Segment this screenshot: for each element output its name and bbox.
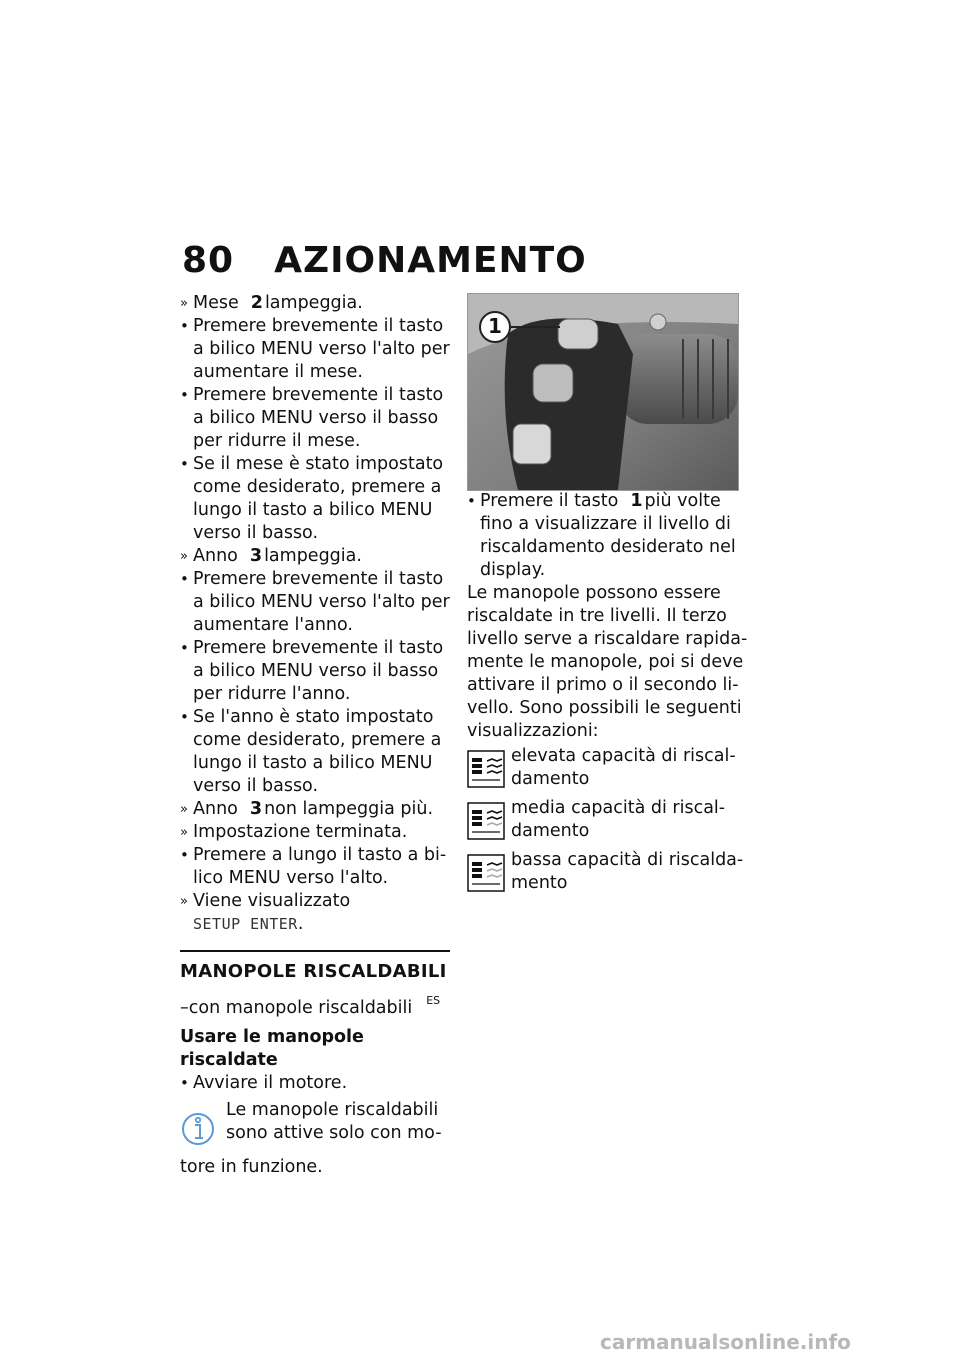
instruction-line: lico MENU verso l'alto. bbox=[193, 868, 389, 888]
step-start-engine: Avviare il motore. bbox=[193, 1073, 348, 1093]
instruction-line: • Se l'anno è stato impostato bbox=[180, 707, 434, 727]
result-marker-icon: » bbox=[180, 296, 188, 311]
instruction-line: • Premere brevemente il tasto bbox=[180, 638, 444, 658]
paragraph-line: visualizzazioni: bbox=[467, 721, 599, 741]
heating-level-text: elevata capacità di riscal- bbox=[511, 746, 736, 766]
instruction-line: a bilico MENU verso l'alto per bbox=[193, 592, 450, 612]
info-line: sono attive solo con mo- bbox=[226, 1123, 442, 1143]
paragraph-line: attivare il primo o il secondo li- bbox=[467, 675, 739, 695]
info-icon bbox=[180, 1099, 226, 1156]
instruction-line: » Mese 2 lampeggia. bbox=[180, 293, 363, 313]
instruction-line: • Premere brevemente il tasto bbox=[180, 569, 444, 589]
bullet-icon: • bbox=[180, 846, 189, 864]
instruction-line: come desiderato, premere a bbox=[193, 477, 442, 497]
result-marker-icon: » bbox=[180, 825, 188, 840]
instruction-line: a bilico MENU verso l'alto per bbox=[193, 339, 450, 359]
info-line: tore in funzione. bbox=[180, 1157, 323, 1177]
heat-level-medium-icon bbox=[467, 797, 511, 847]
instruction-line: » Viene visualizzato bbox=[180, 891, 351, 911]
heating-level-text: media capacità di riscal- bbox=[511, 798, 726, 818]
instruction-line: lungo il tasto a bilico MENU bbox=[193, 500, 433, 520]
instruction-line: verso il basso. bbox=[193, 776, 319, 796]
instruction-line: per ridurre l'anno. bbox=[193, 684, 351, 704]
heating-level-item bbox=[467, 797, 742, 847]
subheading: Usare le manopole riscaldate bbox=[180, 1027, 364, 1070]
instruction-list bbox=[180, 292, 450, 913]
bullet-icon: • bbox=[180, 317, 189, 335]
instruction-line: • Premere brevemente il tasto bbox=[180, 385, 444, 405]
paragraph-line: riscaldate in tre livelli. Il terzo bbox=[467, 606, 727, 626]
equipment-code: ES bbox=[426, 994, 441, 1007]
section-title: MANOPOLE RISCALDABILI bbox=[180, 961, 447, 982]
heating-level-text: bassa capacità di riscalda- bbox=[511, 850, 744, 870]
equipment-note: –con manopole riscaldabili bbox=[180, 998, 413, 1018]
display-reference: 2 bbox=[250, 293, 263, 313]
display-reference: 3 bbox=[249, 799, 263, 819]
heating-levels bbox=[467, 745, 742, 899]
instruction-line: aumentare il mese. bbox=[193, 362, 363, 382]
paragraph-line: vello. Sono possibili le seguenti bbox=[467, 698, 742, 718]
left-column: » Mese 2 lampeggia. • Premere brevemente il tasto a bilico MENU verso l'alto per aumentare il mese. • Premere brevemente il tasto a bilico MENU verso il basso per ridurre il mese. • Se il mese è stato impostato come desiderato, premere a lungo il tasto a bilico MENU verso il basso. » Anno 3 lampeggia. • Premere brevemente il tasto a bilico MENU verso l'alto per aumentare l'anno. • Premere brevemente il tasto a bilico MENU verso il basso per ridurre l'anno. • Se l'anno è stato impostato come desiderato, premere a lungo il tasto a bilico MENU verso il basso. » Anno 3 non lampeggia più. » Impostazione terminata. • Premere a lungo il tasto a bi- lico MENU verso l'alto. » Viene visualizzato SETUP ENTER. MANOPOLE RISCALDABILI –con manopole riscaldabili $^{ES}$ Usare le manopole riscaldate • Avviare il motore. Le manopole riscaldabili sono attive solo con mo- tore in funzione. bbox=[180, 293, 450, 1177]
instruction-line: lungo il tasto a bilico MENU bbox=[193, 753, 433, 773]
section-divider bbox=[180, 950, 450, 952]
instruction-line: aumentare l'anno. bbox=[193, 615, 353, 635]
instruction-line: • Premere a lungo il tasto a bi- bbox=[180, 845, 447, 865]
heating-level-item bbox=[467, 745, 742, 795]
instruction-line: a bilico MENU verso il basso bbox=[193, 408, 439, 428]
instruction-line: per ridurre il mese. bbox=[193, 431, 361, 451]
instruction-line: verso il basso. bbox=[193, 523, 319, 543]
bullet-icon: • bbox=[180, 570, 189, 588]
display-reference: 3 bbox=[249, 546, 263, 566]
page-number: 80 bbox=[182, 240, 235, 281]
bullet-icon: • bbox=[180, 639, 189, 657]
bullet-icon: • bbox=[180, 455, 189, 473]
heating-level-text: mento bbox=[511, 873, 568, 893]
heat-level-low-icon bbox=[467, 849, 511, 899]
instruction-line: a bilico MENU verso il basso bbox=[193, 661, 439, 681]
instruction-line: » Impostazione terminata. bbox=[180, 822, 408, 842]
instruction-line: • Premere brevemente il tasto bbox=[180, 316, 444, 336]
display-text: SETUP ENTER bbox=[193, 915, 298, 933]
paragraph-line: livello serve a riscaldare rapida- bbox=[467, 629, 748, 649]
photo-callout-1: 1 bbox=[488, 314, 502, 338]
watermark: carmanualsonline.info bbox=[600, 1330, 851, 1354]
instruction-line: » Anno 3 lampeggia. bbox=[180, 546, 362, 566]
right-column: • Premere il tasto 1 più volte fino a visualizzare il livello di riscaldamento desiderato nel display. Le manopole possono essere riscaldate in tre livelli. Il terzo livello serve a riscaldare rapida- mente le manopole, poi si deve attivare il primo o il secondo li- vello. Sono possibili le seguenti visualizzazioni: elevata capacità di riscal- damento media capacità di riscal- damento bassa capacità di riscalda- mento bbox=[467, 490, 742, 899]
paragraph bbox=[467, 582, 748, 743]
bullet-icon: • bbox=[180, 708, 189, 726]
button-reference: 1 bbox=[630, 491, 643, 511]
result-marker-icon: » bbox=[180, 802, 188, 817]
instruction-line: • Se il mese è stato impostato bbox=[180, 454, 444, 474]
info-line: Le manopole riscaldabili bbox=[226, 1100, 439, 1120]
page-title: AZIONAMENTO bbox=[274, 240, 587, 281]
handlebar-photo bbox=[467, 293, 739, 491]
result-marker-icon: » bbox=[180, 894, 188, 909]
heating-level-item bbox=[467, 849, 742, 899]
paragraph-line: mente le manopole, poi si deve bbox=[467, 652, 744, 672]
instruction-line: » Anno 3 non lampeggia più. bbox=[180, 799, 434, 819]
heating-level-text: damento bbox=[511, 821, 590, 841]
instruction-line: come desiderato, premere a bbox=[193, 730, 442, 750]
page-header bbox=[182, 240, 587, 281]
heat-level-high-icon bbox=[467, 745, 511, 795]
info-note bbox=[180, 1099, 450, 1156]
bullet-icon: • bbox=[180, 386, 189, 404]
paragraph-line: Le manopole possono essere bbox=[467, 583, 721, 603]
heating-level-text: damento bbox=[511, 769, 590, 789]
result-marker-icon: » bbox=[180, 549, 188, 564]
